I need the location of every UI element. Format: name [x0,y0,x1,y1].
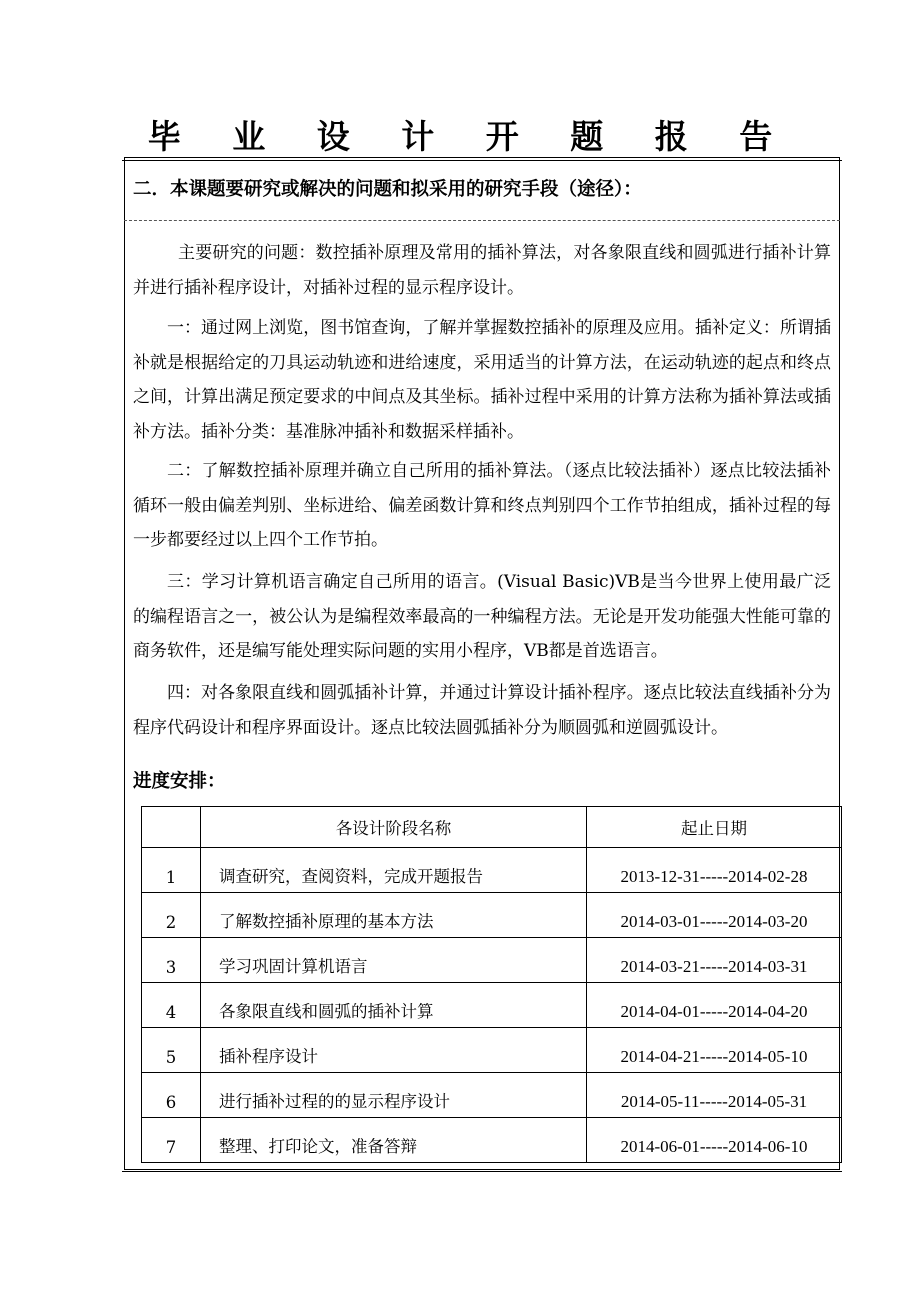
row-stage-name: 了解数控插补原理的基本方法 [201,893,587,938]
table-row [142,1118,842,1163]
table-header-row [142,807,842,848]
row-date-range: 2013-12-31-----2014-02-28 [587,848,842,893]
dashed-divider [124,220,840,221]
document-title: 毕 业 设 计 开 题 报 告 [147,117,793,156]
table-row [142,938,842,983]
row-stage-name: 各象限直线和圆弧的插补计算 [201,983,587,1028]
row-stage-name: 调查研究，查阅资料，完成开题报告 [201,848,587,893]
row-index: 5 [142,1028,201,1073]
header-date-range: 起止日期 [587,807,842,848]
table-row [142,983,842,1028]
table-row [142,1028,842,1073]
table-row [142,848,842,893]
row-date-range: 2014-06-01-----2014-06-10 [587,1118,842,1163]
row-stage-name: 插补程序设计 [201,1028,587,1073]
row-date-range: 2014-04-01-----2014-04-20 [587,983,842,1028]
paragraph-main-problem: 主要研究的问题：数控插补原理及常用的插补算法，对各象限直线和圆弧进行插补计算并进行插补程序设计，对插补过程的显示程序设计。 [133,243,831,298]
row-date-range: 2014-05-11-----2014-05-31 [587,1073,842,1118]
header-index-cell [142,807,201,848]
row-index: 4 [142,983,201,1028]
row-date-range: 2014-04-21-----2014-05-10 [587,1028,842,1073]
table-row [142,893,842,938]
row-stage-name: 学习巩固计算机语言 [201,938,587,983]
schedule-table [141,806,842,1163]
table-row [142,1073,842,1118]
paragraph-step-1: 一：通过网上浏览，图书馆查询，了解并掌握数控插补的原理及应用。插补定义：所谓插补就是根据给定的刀具运动轨迹和进给速度，采用适当的计算方法，在运动轨迹的起点和终点之间，计算出满足预定要求的中间点及其坐标。插补过程中采用的计算方法称为插补算法或插补方法。插补分类：基准脉冲插补和数据采样插补。 [133,318,831,442]
row-date-range: 2014-03-21-----2014-03-31 [587,938,842,983]
row-index: 2 [142,893,201,938]
header-stage-name: 各设计阶段名称 [201,807,587,848]
paragraph-step-4: 四：对各象限直线和圆弧插补计算，并通过计算设计插补程序。逐点比较法直线插补分为程序代码设计和程序界面设计。逐点比较法圆弧插补分为顺圆弧和逆圆弧设计。 [133,683,831,738]
row-index: 6 [142,1073,201,1118]
section-heading: 二．本课题要研究或解决的问题和拟采用的研究手段（途径）： [133,179,642,200]
row-date-range: 2014-03-01-----2014-03-20 [587,893,842,938]
paragraph-step-2: 二：了解数控插补原理并确立自己所用的插补算法。（逐点比较法插补）逐点比较法插补循环一般由偏差判别、坐标进给、偏差函数计算和终点判别四个工作节拍组成，插补过程的每一步都要经过以上四个工作节拍。 [133,461,831,550]
row-index: 1 [142,848,201,893]
row-stage-name: 进行插补过程的的显示程序设计 [201,1073,587,1118]
schedule-heading: 进度安排： [133,771,226,792]
row-index: 3 [142,938,201,983]
row-index: 7 [142,1118,201,1163]
paragraph-step-3: 三：学习计算机语言确定自己所用的语言。(Visual Basic)VB是当今世界上使用最广泛的编程语言之一，被公认为是编程效率最高的一种编程方法。无论是开发功能强大性能可靠的商务软件，还是编写能处理实际问题的实用小程序，VB都是首选语言。 [133,572,831,661]
row-stage-name: 整理、打印论文，准备答辩 [201,1118,587,1163]
frame-bottom-rule [122,1171,842,1172]
